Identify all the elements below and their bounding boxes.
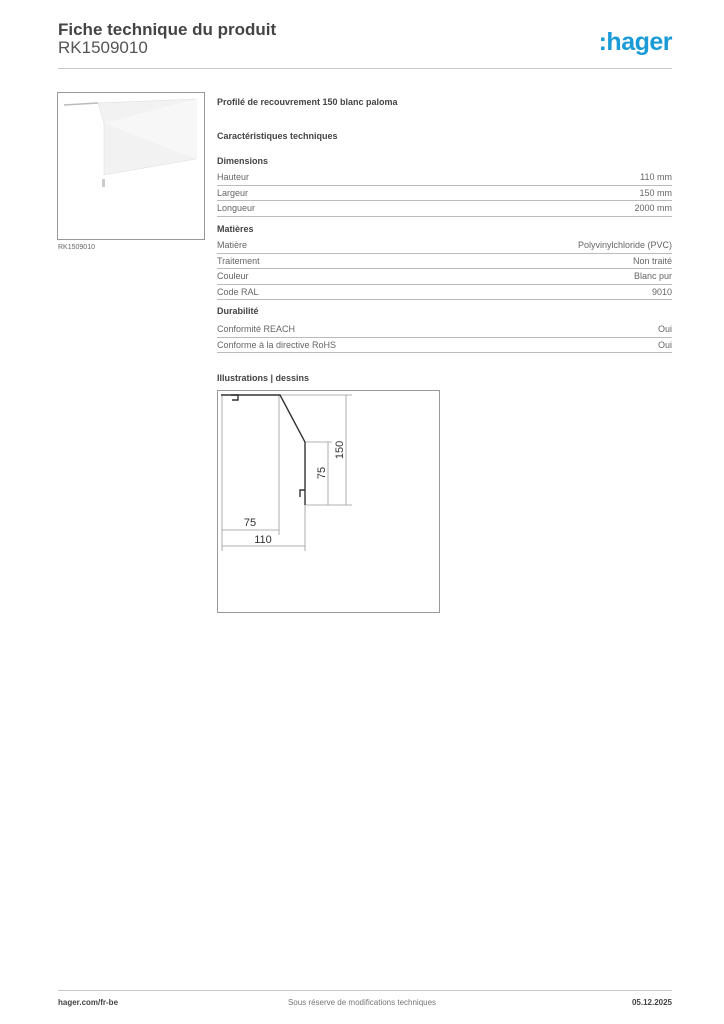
table-row <box>217 186 672 202</box>
table-row <box>217 269 672 285</box>
table-row <box>217 322 672 338</box>
group-title: Dimensions <box>217 156 269 166</box>
table-row <box>217 285 672 301</box>
page-title: Fiche technique du produit <box>58 20 277 39</box>
row-label: Longueur <box>217 203 256 213</box>
table-row <box>217 338 672 354</box>
row-value: Polyvinylchloride (PVC) <box>577 240 672 250</box>
footer-note: Sous réserve de modifications techniques <box>287 998 437 1007</box>
table-row <box>217 201 672 217</box>
row-label: Couleur <box>217 271 249 281</box>
image-caption: RK1509010 <box>58 244 95 251</box>
dim-height-150: 150 <box>334 440 346 460</box>
row-value: 110 mm <box>640 172 672 182</box>
dim-height-75: 75 <box>316 466 328 480</box>
table-row <box>217 170 672 186</box>
group-title: Matières <box>217 224 254 234</box>
product-name: Profilé de recouvrement 150 blanc paloma <box>217 97 398 107</box>
row-label: Code RAL <box>217 286 259 297</box>
group-title: Durabilité <box>217 306 259 316</box>
row-value: 150 mm <box>639 187 672 198</box>
footer-website[interactable]: hager.com/fr-be <box>58 998 119 1007</box>
row-label: Matière <box>217 240 248 250</box>
row-value: 9010 <box>651 286 672 297</box>
group-durability <box>217 306 672 353</box>
group-materials <box>217 224 672 300</box>
group-dimensions <box>217 156 672 217</box>
technical-drawing <box>217 390 440 613</box>
table-row <box>217 254 672 270</box>
row-label: Largeur <box>217 187 249 198</box>
table-row <box>217 238 672 254</box>
section-title: Caractéristiques techniques <box>217 131 338 141</box>
dim-width-110: 110 <box>254 534 272 546</box>
product-image <box>57 92 205 240</box>
header-divider <box>58 68 672 69</box>
row-label: Traitement <box>217 255 260 266</box>
row-value: 2000 mm <box>634 203 672 213</box>
row-value: Oui <box>657 339 672 350</box>
row-value: Oui <box>657 324 672 334</box>
row-label: Hauteur <box>217 172 250 182</box>
row-label: Conformité REACH <box>217 324 296 334</box>
product-reference: RK1509010 <box>58 38 148 57</box>
row-value: Blanc pur <box>633 271 672 281</box>
footer-date: 05.12.2025 <box>631 998 672 1007</box>
footer-divider <box>58 990 672 991</box>
row-label: Conforme à la directive RoHS <box>217 339 337 350</box>
illustrations-title: Illustrations | dessins <box>217 373 310 383</box>
row-value: Non traité <box>632 255 672 266</box>
dim-width-75: 75 <box>243 517 257 529</box>
hager-logo: :hager <box>598 28 672 56</box>
